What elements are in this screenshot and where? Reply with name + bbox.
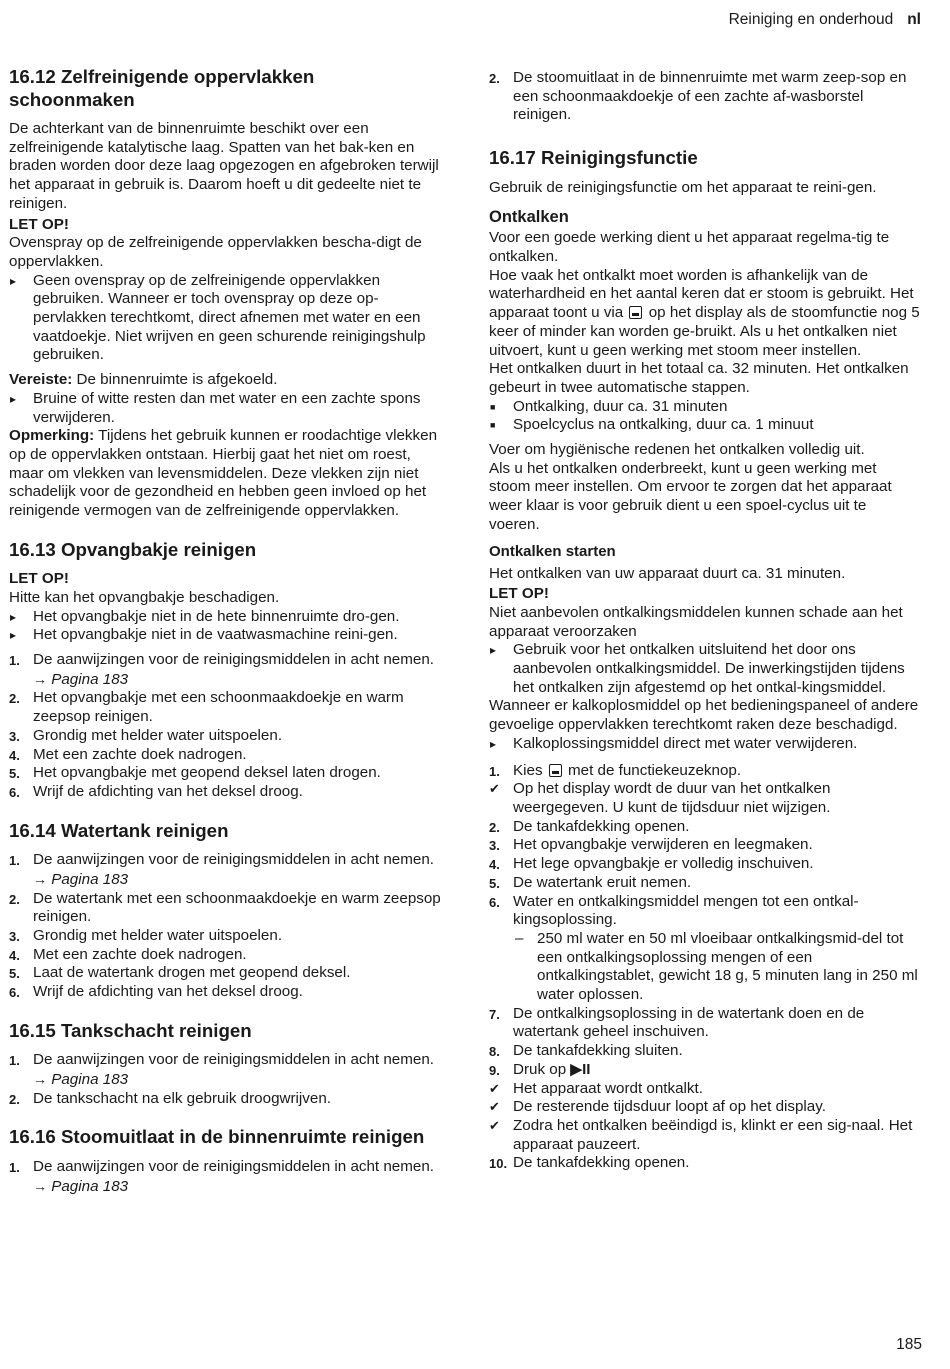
- s12-intro: De achterkant van de binnenruimte beschikt over een zelfreinigende katalytische laag. Spatten van het bak-ken en braden worden door deze laag opgezogen en afgebroken terwijl het apparaat in gebruik is. Daarom hoeft u dit gedeelte niet te reinigen.: [9, 120, 439, 212]
- step-text: De stoomuitlaat in de binnenruimte met warm zeep-sop en een schoonmaakdoekje of een zachte af-wasborstel reinigen.: [513, 69, 907, 124]
- s12-warning-list: [9, 272, 441, 366]
- step-number: 1.: [9, 853, 20, 869]
- step-text: Water en ontkalkingsmiddel mengen tot een ontkal-kingsoplossing.: [513, 892, 859, 929]
- step-1: [9, 1158, 441, 1196]
- s16-steps-continued: [489, 69, 921, 125]
- step-text: Het opvangbakje verwijderen en leegmaken.: [513, 836, 813, 854]
- s13-steps: [9, 651, 441, 802]
- step-number: 2.: [489, 71, 500, 86]
- note-text: Tijdens het gebruik kunnen er roodachtige vlekken op de oppervlakken ontstaan. Hierbij gaat het niet om roest, maar om vlekken van levensmiddelen. Deze vlekken zijn niet schadelijk voor de gezondheid en hebben geen invloed op het reinigende vermogen van de zelfreinigende oppervlakken.: [9, 427, 438, 520]
- header-section-title: Reiniging en onderhoud: [728, 11, 894, 28]
- step-2: [9, 689, 441, 726]
- note-label: Opmerking:: [9, 427, 95, 445]
- step-number: 2.: [9, 1091, 20, 1107]
- result-text: Op het display wordt de duur van het ontkalken weergegeven. U kunt de tijdsduur niet wijzigen.: [513, 780, 831, 816]
- step-6: [489, 893, 921, 1005]
- left-column: [9, 66, 441, 1196]
- checkmark-icon: ✔: [489, 1099, 500, 1115]
- s13-warning-list: [9, 608, 441, 645]
- step-3: [489, 836, 921, 855]
- right-column: [489, 69, 921, 1173]
- step-9: [489, 1061, 921, 1080]
- page-reference-link[interactable]: Pagina 183: [51, 1071, 129, 1089]
- descale-icon: [629, 306, 642, 319]
- step-number: 3.: [9, 929, 20, 945]
- step-number: 1.: [9, 1159, 20, 1175]
- step-number: 4.: [489, 857, 500, 873]
- step-number: 6.: [9, 985, 20, 1001]
- descaling-p5: Als u het ontkalken onderbreekt, kunt u geen werking met stoom meer instellen. Om ervoor te zorgen dat het apparaat weer klaar is voor gebruik dient u een spoel-cyclus uit te voeren.: [489, 459, 892, 533]
- s12-note: [9, 427, 441, 521]
- list-item: ▸ Het opvangbakje niet in de hete binnenruimte dro-gen.: [9, 608, 441, 627]
- step-2: [489, 818, 921, 837]
- list-item: ▸ Kalkoplossingsmiddel direct met water verwijderen.: [489, 735, 921, 754]
- list-item: ▸ Bruine of witte resten dan met water en een zachte spons verwijderen.: [9, 390, 441, 427]
- result-2: [489, 1080, 921, 1099]
- list-item: – 250 ml water en 50 ml vloeibaar ontkalkingsmid-del tot een ontkalkingsoplossing mengen of een ontkalkingstablet, gewicht 18 g, 5 minuten lang in 250 ml water oplossen.: [513, 930, 921, 1005]
- result-text: Het apparaat wordt ontkalkt.: [513, 1079, 703, 1097]
- step-number: 5.: [9, 766, 20, 782]
- s16-steps: [9, 1158, 441, 1196]
- step-text: met de functiekeuzeknop.: [563, 761, 742, 779]
- arrow-right-icon: →: [33, 1071, 47, 1088]
- step-text: De tankafdekking openen.: [513, 817, 690, 835]
- section-16-16-title: 16.16 Stoomuitlaat in de binnenruimte reinigen: [9, 1126, 425, 1148]
- checkmark-icon: ✔: [489, 1080, 500, 1096]
- requirement-text: De binnenruimte is afgekoeld.: [72, 371, 278, 389]
- descaling-phases: [489, 398, 921, 435]
- step-number: 1.: [9, 1053, 20, 1069]
- s15-steps: [9, 1051, 441, 1108]
- step-text: De watertank met een schoonmaakdoekje en warm zeepsop reinigen.: [33, 889, 441, 926]
- text-span: op het display als de stoomfunctie nog 5 keer of minder kan worden ge-bruikt. Als u het ontkalken niet uitvoert, kunt u geen werking met stoom meer instellen.: [489, 304, 920, 359]
- step-5: [489, 874, 921, 893]
- s14-steps: [9, 851, 441, 1002]
- result-text: De resterende tijdsduur loopt af op het display.: [513, 1098, 826, 1116]
- step-text: Het opvangbakje met een schoonmaakdoekje en warm zeepsop reinigen.: [33, 689, 404, 726]
- page-reference-link[interactable]: Pagina 183: [51, 670, 129, 688]
- step-number: 3.: [9, 728, 20, 744]
- step-1: [9, 651, 441, 689]
- step-number: 1.: [489, 763, 500, 779]
- s12-warning-label: LET OP!: [9, 215, 69, 233]
- step-4: [489, 855, 921, 874]
- section-16-15-title: 16.15 Tankschacht reinigen: [9, 1019, 252, 1041]
- step-1: [9, 851, 441, 889]
- start-warning-label: LET OP!: [489, 585, 549, 603]
- step-text: Wrijf de afdichting van het deksel droog.: [33, 983, 303, 1001]
- result-4: [489, 1117, 921, 1154]
- text-span: Hoe vaak het ontkalkt moet worden is afhankelijk van de waterhardheid en het aantal keren dat er stoom is gebruikt. Het apparaat toont u via: [489, 266, 914, 322]
- step-text: De ontkalkingsoplossing in de watertank doen en de watertank geheel inschuiven.: [513, 1004, 865, 1041]
- step-text: De watertank eruit nemen.: [513, 873, 692, 891]
- s12-requirement: [9, 371, 441, 390]
- step-text: De tankafdekking sluiten.: [513, 1042, 683, 1060]
- step-number: 2.: [9, 691, 20, 707]
- step-6-sublist: [513, 930, 921, 1005]
- step-2: [489, 69, 921, 125]
- start-descaling-title: Ontkalken starten: [489, 542, 616, 560]
- step-3: [9, 927, 441, 946]
- start-warning-list-2: [489, 735, 921, 754]
- start-pause-icon: ▶II: [570, 1060, 591, 1078]
- step-text: Wrijf de afdichting van het deksel droog.: [33, 783, 303, 800]
- s13-warning-text: Hitte kan het opvangbakje beschadigen.: [9, 588, 280, 606]
- descaling-p3: Het ontkalken duurt in het totaal ca. 32 minuten. Het ontkalken gebeurt in twee automatische stappen.: [489, 360, 909, 396]
- descaling-p2: [489, 267, 921, 361]
- arrow-right-icon: →: [33, 1177, 47, 1194]
- page-reference-link[interactable]: Pagina 183: [51, 1177, 129, 1195]
- step-number: 10.: [489, 1156, 508, 1172]
- step-number: 4.: [9, 947, 20, 963]
- step-4: [9, 946, 441, 965]
- page-reference-link[interactable]: Pagina 183: [51, 870, 129, 888]
- result-text: Zodra het ontkalken beëindigd is, klinkt er een sig-naal. Het apparaat pauzeert.: [513, 1116, 913, 1153]
- arrow-right-icon: →: [33, 670, 47, 687]
- step-text: Laat de watertank drogen met geopend deksel.: [33, 964, 351, 982]
- start-descaling-text: Het ontkalken van uw apparaat duurt ca. 31 minuten.: [489, 564, 846, 582]
- step-8: [489, 1042, 921, 1061]
- step-number: 2.: [489, 819, 500, 835]
- descale-icon: [549, 764, 562, 777]
- step-text: Kies: [513, 761, 547, 779]
- page-header: [729, 11, 921, 29]
- step-number: 3.: [489, 838, 500, 854]
- step-number: 5.: [489, 875, 500, 891]
- step-2: [9, 1090, 441, 1109]
- step-6: [9, 783, 441, 802]
- step-text: Grondig met helder water uitspoelen.: [33, 726, 283, 744]
- step-number: 2.: [9, 891, 20, 907]
- step-number: 6.: [9, 785, 20, 800]
- step-7: [489, 1005, 921, 1042]
- step-text: De tankafdekking openen.: [513, 1154, 690, 1172]
- s12-requirement-list: [9, 390, 441, 427]
- step-2: [9, 890, 441, 927]
- step-text: Het lege opvangbakje er volledig inschuiven.: [513, 855, 814, 873]
- result-3: [489, 1098, 921, 1117]
- step-number: 6.: [489, 894, 500, 910]
- result-1: [489, 780, 921, 817]
- list-item: ■ Spoelcyclus na ontkalking, duur ca. 1 minuut: [489, 416, 921, 435]
- step-6: [9, 983, 441, 1002]
- descaling-p4: Voer om hygiënische redenen het ontkalken volledig uit.: [489, 441, 865, 459]
- step-number: 5.: [9, 966, 20, 982]
- step-text: Met een zachte doek nadrogen.: [33, 745, 247, 763]
- descaling-p1: Voor een goede werking dient u het apparaat regelma-tig te ontkalken.: [489, 229, 890, 266]
- section-16-17-title: 16.17 Reinigingsfunctie: [489, 147, 698, 169]
- step-4: [9, 746, 441, 765]
- step-number: 4.: [9, 747, 20, 763]
- step-number: 7.: [489, 1006, 500, 1022]
- checkmark-icon: ✔: [489, 1117, 500, 1133]
- step-3: [9, 727, 441, 746]
- step-10: [489, 1154, 921, 1173]
- checkmark-icon: ✔: [489, 781, 500, 797]
- section-16-14-title: 16.14 Watertank reinigen: [9, 819, 229, 841]
- step-1: [9, 1051, 441, 1089]
- step-text: De aanwijzingen voor de reinigingsmiddelen in acht nemen.: [33, 851, 435, 869]
- step-5: [9, 764, 441, 783]
- requirement-label: Vereiste:: [9, 371, 73, 389]
- list-item: ▸ Geen ovenspray op de zelfreinigende oppervlakken gebruiken. Wanneer er toch ovenspray op deze op-pervlakken terechtkomt, direct afnemen met water en een vaatdoekje. Niet wrijven en geen schurende reinigingshulp gebruiken.: [9, 272, 441, 366]
- list-item: ▸ Het opvangbakje niet in de vaatwasmachine reini-gen.: [9, 626, 441, 645]
- descaling-steps: [489, 762, 921, 1173]
- step-text: Met een zachte doek nadrogen.: [33, 945, 247, 963]
- list-item: ▸ Gebruik voor het ontkalken uitsluitend het door ons aanbevolen ontkalkingsmiddel. De inwerkingstijden tijdens het ontkalken zijn afgestemd op het ontkal-kingsmiddel.: [489, 641, 921, 697]
- s12-warning-text: Ovenspray op de zelfreinigende oppervlakken bescha-digt de oppervlakken.: [9, 234, 422, 270]
- step-text: Het opvangbakje met geopend deksel laten drogen.: [33, 764, 381, 782]
- step-text: De aanwijzingen voor de reinigingsmiddelen in acht nemen.: [33, 651, 435, 669]
- page-number: 185: [896, 1336, 922, 1353]
- step-text: De aanwijzingen voor de reinigingsmiddelen in acht nemen.: [33, 1157, 435, 1175]
- arrow-right-icon: →: [33, 870, 47, 887]
- start-warning-text: Niet aanbevolen ontkalkingsmiddelen kunnen schade aan het apparaat veroorzaken: [489, 603, 903, 640]
- step-text: Druk op: [513, 1060, 571, 1078]
- step-number: 1.: [9, 653, 20, 669]
- step-text: Grondig met helder water uitspoelen.: [33, 927, 283, 945]
- s13-warning-label: LET OP!: [9, 570, 69, 588]
- header-language: nl: [907, 11, 921, 28]
- step-number: 9.: [489, 1062, 500, 1078]
- list-item: ■ Ontkalking, duur ca. 31 minuten: [489, 398, 921, 417]
- step-text: De tankschacht na elk gebruik droogwrijven.: [33, 1089, 332, 1107]
- descaling-subtitle: Ontkalken: [489, 208, 569, 227]
- s17-intro: Gebruik de reinigingsfunctie om het apparaat te reini-gen.: [489, 178, 877, 196]
- start-warning-text-2: Wanneer er kalkoplosmiddel op het bedieningspaneel of andere gevoelige oppervlakken terechtkomt raken deze beschadigd.: [489, 697, 919, 734]
- start-warning-list: [489, 641, 921, 697]
- step-text: De aanwijzingen voor de reinigingsmiddelen in acht nemen.: [33, 1051, 435, 1069]
- step-5: [9, 964, 441, 983]
- step-number: 8.: [489, 1044, 500, 1060]
- section-16-13-title: 16.13 Opvangbakje reinigen: [9, 538, 257, 560]
- step-1: [489, 762, 921, 781]
- section-16-12-title: 16.12 Zelfreinigende oppervlakken schoonmaken: [9, 66, 315, 110]
